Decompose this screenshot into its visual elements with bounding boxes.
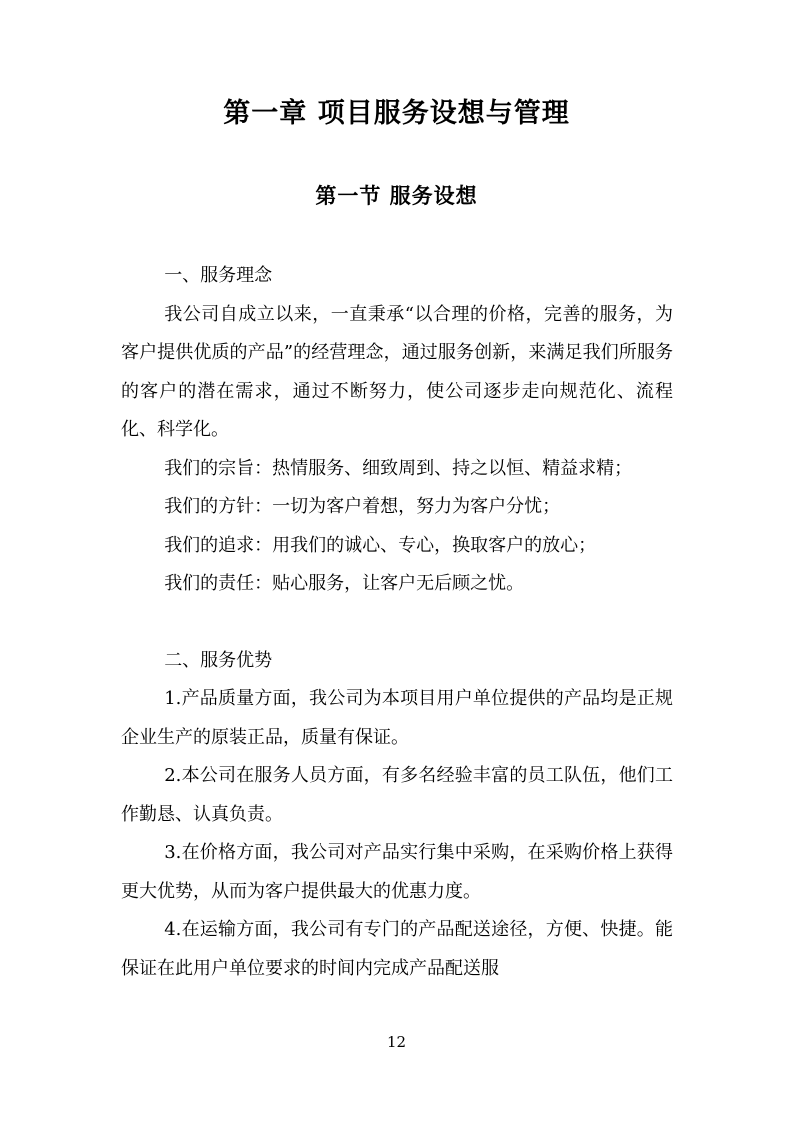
paragraph: 2.本公司在服务人员方面，有多名经验丰富的员工队伍，他们工作勤恳、认真负责。	[121, 765, 673, 825]
paragraph: 1.产品质量方面，我公司为本项目用户单位提供的产品均是正规企业生产的原装正品，质量有保证。	[121, 688, 673, 748]
paragraph-gap	[121, 604, 673, 642]
page-number: 12	[386, 1033, 407, 1051]
part1-heading: 一、服务理念	[164, 265, 273, 286]
paragraph: 我们的责任：贴心服务，让客户无后顾之忧。	[164, 573, 525, 594]
document-body	[121, 257, 673, 988]
part2-heading: 二、服务优势	[164, 649, 273, 671]
section-title: 第一节 服务设想	[315, 183, 478, 208]
chapter-title: 第一章 项目服务设想与管理	[223, 98, 570, 129]
paragraph: 我们的宗旨：热情服务、细致周到、持之以恒、精益求精；	[164, 457, 633, 479]
paragraph: 4.在运输方面，我公司有专门的产品配送途径，方便、快捷。能保证在此用户单位要求的时间内完成产品配送服	[121, 919, 673, 979]
paragraph: 我们的追求：用我们的诚心、专心，换取客户的放心；	[164, 534, 597, 556]
paragraph: 3.在价格方面，我公司对产品实行集中采购，在采购价格上获得更大优势，从而为客户提供最大的优惠力度。	[121, 842, 673, 902]
paragraph: 我们的方针：一切为客户着想，努力为客户分忧；	[164, 496, 561, 517]
paragraph: 我公司自成立以来，一直秉承“以合理的价格，完善的服务，为客户提供优质的产品”的经营理念，通过服务创新，来满足我们所服务的客户的潜在需求，通过不断努力，使公司逐步走向规范化、流程化、科学化。	[121, 303, 673, 440]
